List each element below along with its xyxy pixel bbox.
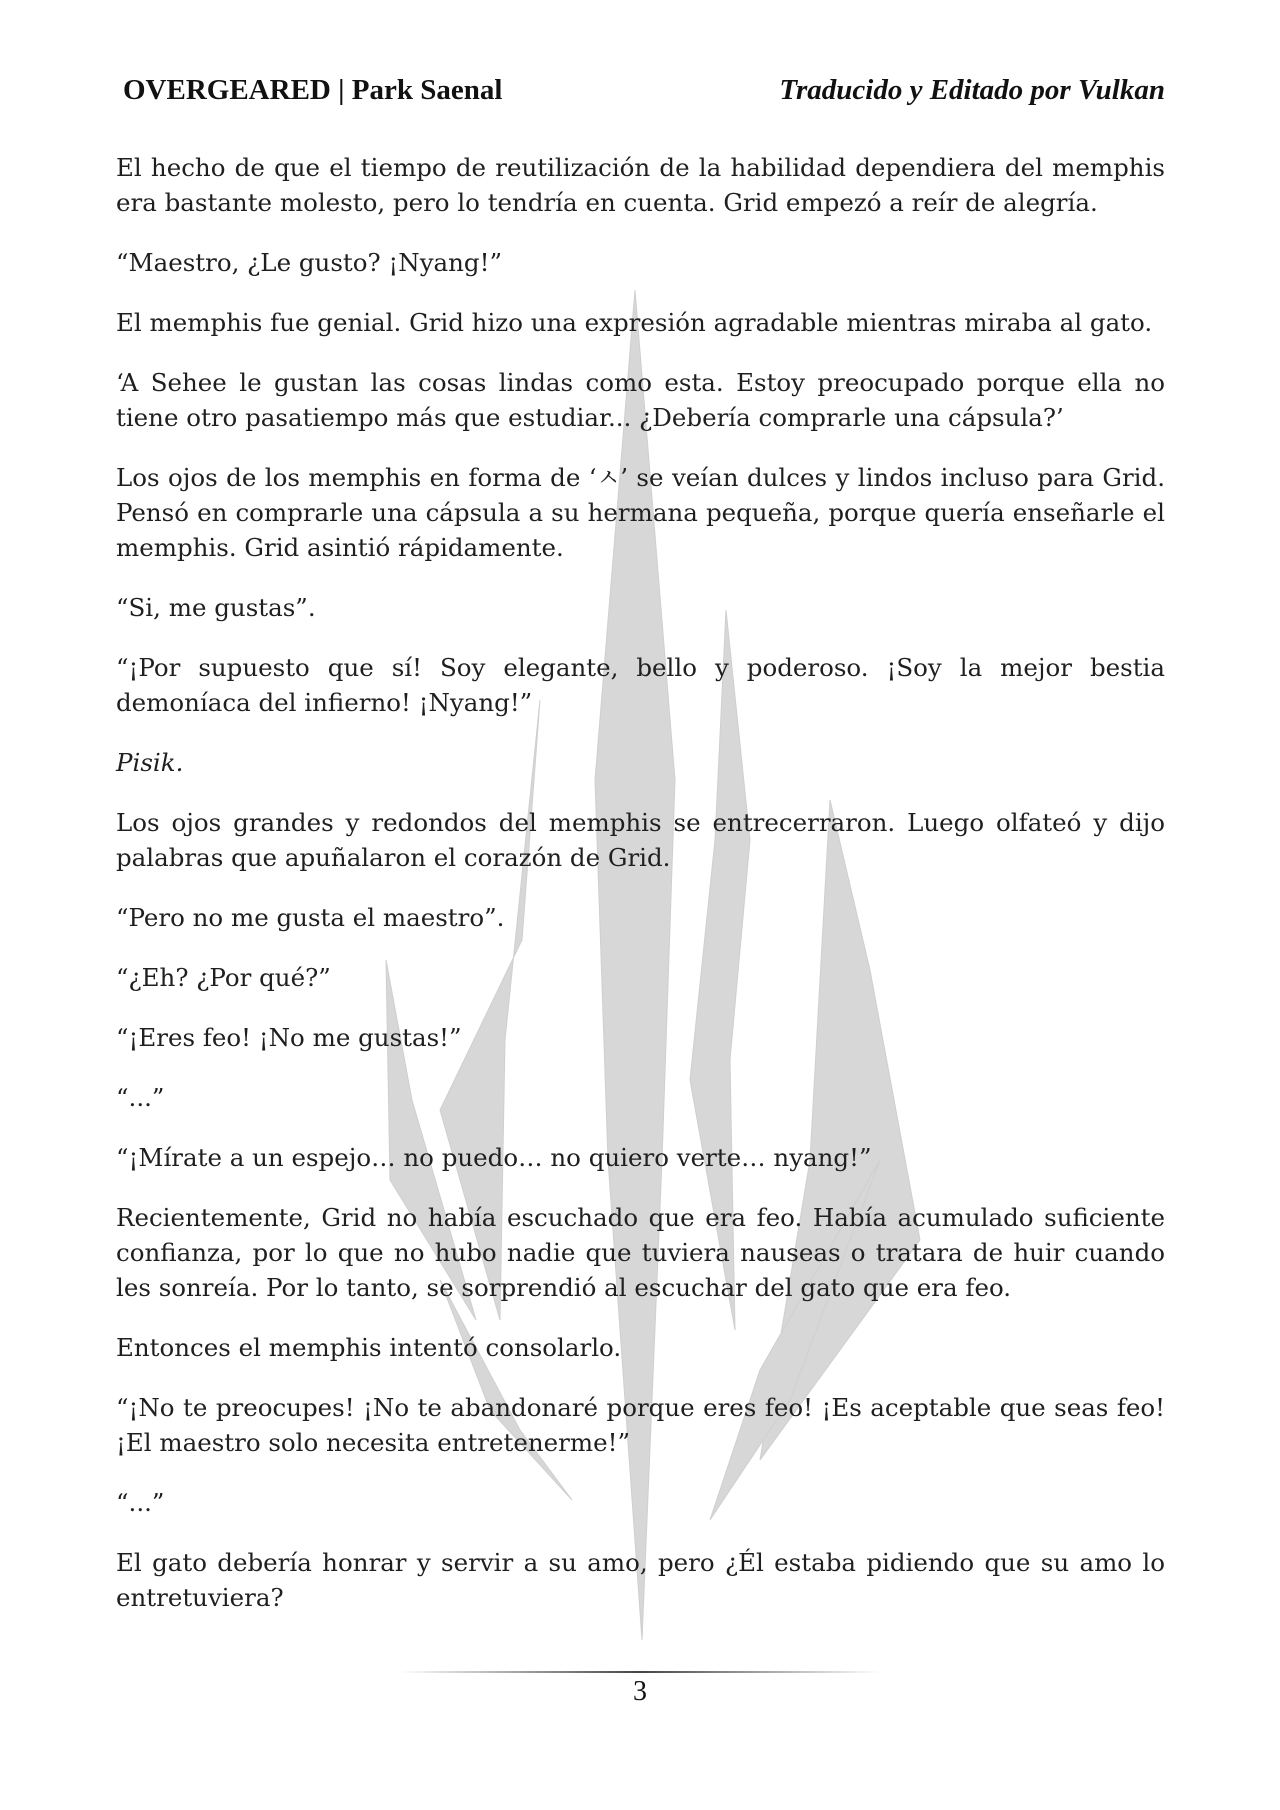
paragraph: Entonces el memphis intentó consolarlo.	[116, 1333, 622, 1362]
paragraph: Los ojos grandes y redondos del memphis se entrecerraron. Luego olfateó y dijo palabras que apuñalaron el corazón de Grid.	[116, 808, 1165, 872]
paragraph: Recientemente, Grid no había escuchado que era feo. Había acumulado suficiente confianza, por lo que no hubo nadie que tuviera nauseas o tratara de huir cuando les sonreía. Por lo tanto, se sorprendió al escuchar del gato que era feo.	[116, 1203, 1165, 1302]
translator-credit: Traducido y Editado por Vulkan	[779, 74, 1165, 106]
paragraph: “...”	[116, 1083, 165, 1112]
paragraph: “¡No te preocupes! ¡No te abandonaré porque eres feo! ¡Es aceptable que seas feo! ¡El maestro solo necesita entretenerme!”	[116, 1393, 1165, 1457]
page-number: 3	[633, 1676, 647, 1707]
paragraph: “¡Eres feo! ¡No me gustas!”	[116, 1023, 462, 1052]
paragraph: “¡Mírate a un espejo… no puedo… no quiero verte… nyang!”	[116, 1143, 872, 1172]
footer-divider	[400, 1670, 880, 1674]
paragraph: “...”	[116, 1488, 165, 1517]
paragraph: El hecho de que el tiempo de reutilización de la habilidad dependiera del memphis era bastante molesto, pero lo tendría en cuenta. Grid empezó a reír de alegría.	[116, 153, 1165, 217]
page-header	[123, 74, 1165, 114]
paragraph: Pisik.	[116, 748, 184, 777]
paragraph: “Si, me gustas”.	[116, 593, 316, 622]
book-title: OVERGEARED | Park Saenal	[123, 74, 503, 106]
paragraph: “¡Por supuesto que sí! Soy elegante, bello y poderoso. ¡Soy la mejor bestia demoníaca del infierno! ¡Nyang!”	[116, 653, 1165, 717]
paragraph: “Pero no me gusta el maestro”.	[116, 903, 505, 932]
paragraph: ‘A Sehee le gustan las cosas lindas como esta. Estoy preocupado porque ella no tiene otro pasatiempo más que estudiar... ¿Debería comprarle una cápsula?’	[116, 368, 1165, 432]
paragraph: El memphis fue genial. Grid hizo una expresión agradable mientras miraba al gato.	[116, 308, 1153, 337]
paragraph: El gato debería honrar y servir a su amo, pero ¿Él estaba pidiendo que su amo lo entretuviera?	[116, 1548, 1165, 1612]
chapter-body	[116, 150, 1165, 1640]
paragraph: “¿Eh? ¿Por qué?”	[116, 963, 331, 992]
paragraph: Los ojos de los memphis en forma de ‘ㅅ’ se veían dulces y lindos incluso para Grid. Pensó en comprarle una cápsula a su hermana pequeña, porque quería enseñarle el memphis. Grid asintió rápidamente.	[116, 463, 1165, 562]
paragraph: “Maestro, ¿Le gusto? ¡Nyang!”	[116, 248, 502, 277]
